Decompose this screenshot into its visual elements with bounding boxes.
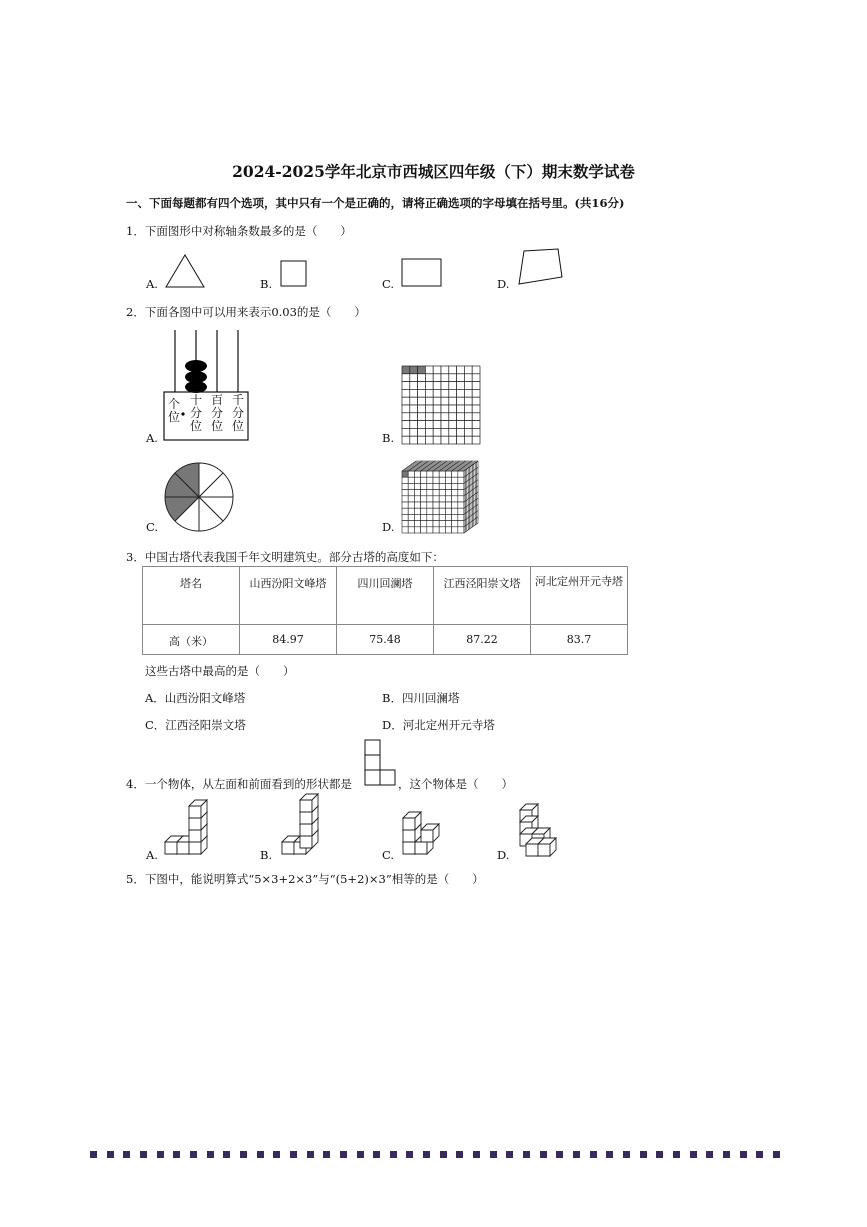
cube-stack-d bbox=[516, 798, 562, 858]
dash-mark bbox=[623, 1151, 630, 1158]
dash-mark bbox=[90, 1151, 97, 1158]
table-cell: 高（米） bbox=[143, 625, 240, 655]
table-header-row bbox=[143, 567, 628, 625]
q3-choice-a: A．山西汾阳文峰塔 bbox=[145, 691, 246, 705]
question-5-stem: 5．下图中，能说明算式“5×3+2×3”与“(5+2)×3”相等的是（ ） bbox=[126, 872, 484, 886]
rectangle-shape bbox=[401, 258, 443, 288]
abacus-label-tenths: 十 分 位 bbox=[190, 393, 203, 433]
tower-height-table bbox=[142, 566, 628, 655]
dash-mark bbox=[606, 1151, 613, 1158]
dash-mark bbox=[190, 1151, 197, 1158]
view-shape bbox=[363, 739, 397, 789]
q4-option-b-label: B. bbox=[260, 848, 273, 862]
thousand-cube bbox=[401, 458, 479, 532]
q1-option-d-label: D. bbox=[497, 277, 510, 291]
dash-mark bbox=[756, 1151, 763, 1158]
dash-mark bbox=[240, 1151, 247, 1158]
table-cell: 84.97 bbox=[240, 625, 337, 655]
table-cell: 87.22 bbox=[434, 625, 531, 655]
dash-mark bbox=[373, 1151, 380, 1158]
dash-mark bbox=[223, 1151, 230, 1158]
dash-mark bbox=[290, 1151, 297, 1158]
dash-mark bbox=[406, 1151, 413, 1158]
dash-mark bbox=[690, 1151, 697, 1158]
table-cell: 江西泾阳崇文塔 bbox=[434, 567, 531, 625]
dash-mark bbox=[357, 1151, 364, 1158]
dash-mark bbox=[257, 1151, 264, 1158]
abacus-label-hundredths: 百 分 位 bbox=[211, 393, 224, 433]
table-cell: 四川回澜塔 bbox=[337, 567, 434, 625]
table-cell: 山西汾阳文峰塔 bbox=[240, 567, 337, 625]
hundred-grid bbox=[401, 365, 481, 445]
dash-mark bbox=[506, 1151, 513, 1158]
question-4-stem-a: 4．一个物体，从左面和前面看到的形状都是 bbox=[126, 777, 352, 791]
question-4-stem-b: ，这个物体是（ ） bbox=[398, 777, 513, 791]
triangle-shape bbox=[164, 254, 206, 288]
q1-option-c-label: C. bbox=[382, 277, 395, 291]
dash-mark bbox=[723, 1151, 730, 1158]
dash-mark bbox=[123, 1151, 130, 1158]
dash-mark bbox=[340, 1151, 347, 1158]
dash-mark bbox=[656, 1151, 663, 1158]
dash-mark bbox=[440, 1151, 447, 1158]
question-1-stem: 1．下面图形中对称轴条数最多的是（ ） bbox=[126, 224, 352, 238]
table-cell: 75.48 bbox=[337, 625, 434, 655]
cube-stack-c bbox=[401, 800, 447, 860]
q2-option-a-label: A. bbox=[146, 431, 158, 445]
q2-option-d-label: D. bbox=[382, 520, 395, 534]
q3-choice-b: B．四川回澜塔 bbox=[382, 691, 460, 705]
dash-mark bbox=[107, 1151, 114, 1158]
dash-mark bbox=[173, 1151, 180, 1158]
q4-option-a-label: A. bbox=[146, 848, 158, 862]
square-shape bbox=[280, 260, 308, 288]
dash-mark bbox=[556, 1151, 563, 1158]
dash-mark bbox=[706, 1151, 713, 1158]
footer-dash-strip bbox=[90, 1151, 780, 1160]
dash-mark bbox=[673, 1151, 680, 1158]
table-cell: 河北定州开元寺塔 bbox=[531, 567, 628, 625]
dash-mark bbox=[740, 1151, 747, 1158]
table-cell: 塔名 bbox=[143, 567, 240, 625]
abacus-label-thousandths: 千 分 位 bbox=[232, 393, 245, 433]
dash-mark bbox=[273, 1151, 280, 1158]
q1-option-a-label: A. bbox=[146, 277, 158, 291]
dash-mark bbox=[590, 1151, 597, 1158]
q4-option-d-label: D. bbox=[497, 848, 510, 862]
section-heading: 一、下面每题都有四个选项，其中只有一个是正确的，请将正确选项的字母填在括号里。(共16分) bbox=[126, 196, 625, 210]
dash-mark bbox=[640, 1151, 647, 1158]
page-title: 2024-2025学年北京市西城区四年级（下）期末数学试卷 bbox=[232, 162, 635, 181]
q3-choice-d: D．河北定州开元寺塔 bbox=[382, 718, 495, 732]
question-3-stem: 3．中国古塔代表我国千年文明建筑史。部分古塔的高度如下： bbox=[126, 550, 444, 564]
abacus-label-ones: 个 位 bbox=[168, 397, 181, 424]
dash-mark bbox=[473, 1151, 480, 1158]
dash-mark bbox=[307, 1151, 314, 1158]
dash-mark bbox=[773, 1151, 780, 1158]
q4-option-c-label: C. bbox=[382, 848, 395, 862]
question-2-stem: 2．下面各图中可以用来表示0.03的是（ ） bbox=[126, 305, 366, 319]
dash-mark bbox=[456, 1151, 463, 1158]
dash-mark bbox=[573, 1151, 580, 1158]
quadrilateral-shape bbox=[516, 248, 564, 288]
dash-mark bbox=[423, 1151, 430, 1158]
table-row bbox=[143, 625, 628, 655]
circle-eighths bbox=[163, 461, 235, 533]
q2-option-b-label: B. bbox=[382, 431, 395, 445]
cube-stack-b bbox=[280, 798, 326, 858]
dash-mark bbox=[490, 1151, 497, 1158]
dash-mark bbox=[157, 1151, 164, 1158]
dash-mark bbox=[540, 1151, 547, 1158]
dash-mark bbox=[140, 1151, 147, 1158]
q3-choice-c: C．江西泾阳崇文塔 bbox=[145, 718, 246, 732]
cube-stack-a bbox=[163, 798, 209, 858]
dash-mark bbox=[207, 1151, 214, 1158]
dash-mark bbox=[523, 1151, 530, 1158]
q1-option-b-label: B. bbox=[260, 277, 273, 291]
table-cell: 83.7 bbox=[531, 625, 628, 655]
dash-mark bbox=[323, 1151, 330, 1158]
question-3-sub: 这些古塔中最高的是（ ） bbox=[145, 664, 295, 678]
q2-option-c-label: C. bbox=[146, 520, 159, 534]
dash-mark bbox=[390, 1151, 397, 1158]
